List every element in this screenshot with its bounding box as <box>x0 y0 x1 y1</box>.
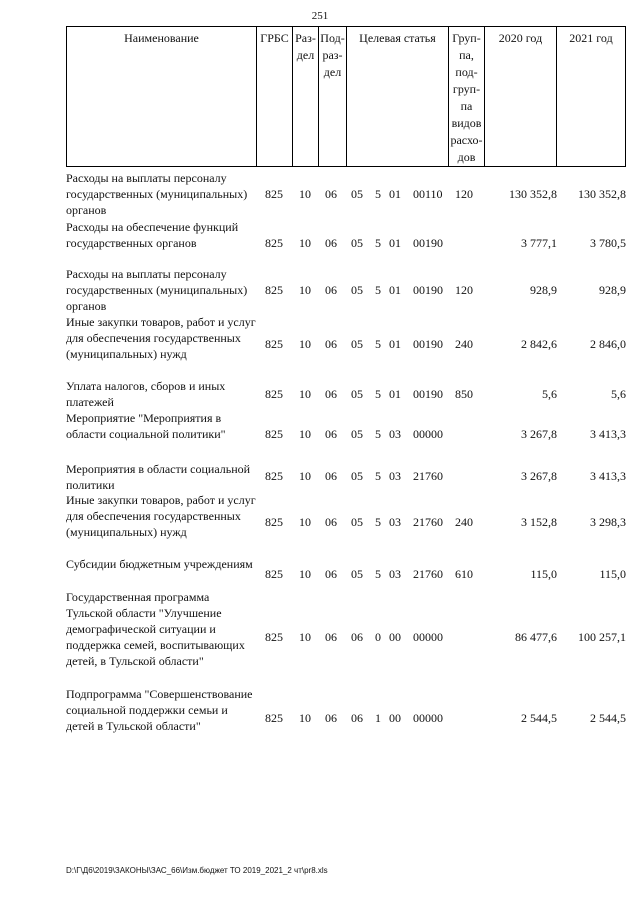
cell-2020: 130 352,8 <box>509 187 557 201</box>
cell-grbs: 825 <box>265 337 283 351</box>
cell-target-program: 05 <box>351 337 363 351</box>
cell-subsection: 06 <box>325 337 337 351</box>
cell-target-event: 00 <box>389 711 401 725</box>
cell-target-subprogram: 5 <box>375 567 381 581</box>
cell-section: 10 <box>299 236 311 250</box>
cell-target-subprogram: 5 <box>375 427 381 441</box>
cell-target-code: 00000 <box>413 427 443 441</box>
cell-section: 10 <box>299 711 311 725</box>
cell-section: 10 <box>299 567 311 581</box>
cell-target-subprogram: 0 <box>375 630 381 644</box>
file-path-footer: D:\Г\Д6\2019\ЗАКОНЫ\ЗАС_66\Изм.бюджет ТО 2019_2021_2 чт\pr8.xls <box>66 866 328 875</box>
cell-group: 120 <box>455 283 473 297</box>
cell-2021: 100 257,1 <box>578 630 626 644</box>
cell-target-program: 05 <box>351 187 363 201</box>
cell-subsection: 06 <box>325 427 337 441</box>
cell-target-code: 21760 <box>413 469 443 483</box>
cell-subsection: 06 <box>325 711 337 725</box>
cell-grbs: 825 <box>265 515 283 529</box>
cell-target-event: 03 <box>389 469 401 483</box>
row-name: Субсидии бюджетным учреждениям <box>66 557 253 571</box>
cell-target-event: 01 <box>389 387 401 401</box>
cell-2020: 3 777,1 <box>521 236 557 250</box>
cell-target-subprogram: 5 <box>375 387 381 401</box>
cell-grbs: 825 <box>265 187 283 201</box>
cell-target-program: 06 <box>351 630 363 644</box>
cell-2021: 3 413,3 <box>590 469 626 483</box>
table-header <box>66 26 626 167</box>
cell-target-subprogram: 5 <box>375 337 381 351</box>
cell-target-program: 05 <box>351 469 363 483</box>
cell-section: 10 <box>299 283 311 297</box>
cell-section: 10 <box>299 387 311 401</box>
cell-subsection: 06 <box>325 469 337 483</box>
cell-group: 610 <box>455 567 473 581</box>
header-2020: 2020 год <box>484 27 556 166</box>
row-name: Государственная программа Тульской области "Улучшение демографической ситуации и поддержка семей, воспитывающих детей, в Тульской области" <box>66 590 245 668</box>
cell-target-event: 01 <box>389 187 401 201</box>
cell-2021: 3 780,5 <box>590 236 626 250</box>
cell-subsection: 06 <box>325 283 337 297</box>
cell-target-program: 05 <box>351 427 363 441</box>
cell-target-subprogram: 1 <box>375 711 381 725</box>
cell-section: 10 <box>299 515 311 529</box>
cell-subsection: 06 <box>325 567 337 581</box>
cell-target-event: 03 <box>389 515 401 529</box>
cell-subsection: 06 <box>325 236 337 250</box>
cell-subsection: 06 <box>325 630 337 644</box>
cell-2020: 86 477,6 <box>515 630 557 644</box>
cell-target-program: 05 <box>351 283 363 297</box>
row-name: Уплата налогов, сборов и иных платежей <box>66 379 226 409</box>
header-group: Груп- па, под- груп- па видов расхо- дов <box>448 27 484 166</box>
cell-2021: 5,6 <box>611 387 626 401</box>
cell-2021: 2 544,5 <box>590 711 626 725</box>
cell-2021: 928,9 <box>599 283 626 297</box>
cell-grbs: 825 <box>265 236 283 250</box>
cell-2021: 2 846,0 <box>590 337 626 351</box>
cell-2020: 2 842,6 <box>521 337 557 351</box>
cell-target-code: 00190 <box>413 236 443 250</box>
cell-target-program: 05 <box>351 236 363 250</box>
cell-subsection: 06 <box>325 515 337 529</box>
cell-section: 10 <box>299 187 311 201</box>
cell-target-code: 00000 <box>413 711 443 725</box>
cell-target-event: 01 <box>389 283 401 297</box>
cell-target-subprogram: 5 <box>375 187 381 201</box>
cell-target-event: 03 <box>389 567 401 581</box>
cell-target-code: 00190 <box>413 337 443 351</box>
row-name: Иные закупки товаров, работ и услуг для обеспечения государственных (муниципальных) нужд <box>66 315 256 361</box>
cell-2020: 3 267,8 <box>521 469 557 483</box>
header-target: Целевая статья <box>346 27 448 166</box>
cell-group: 240 <box>455 515 473 529</box>
cell-2020: 2 544,5 <box>521 711 557 725</box>
cell-grbs: 825 <box>265 567 283 581</box>
cell-subsection: 06 <box>325 187 337 201</box>
cell-grbs: 825 <box>265 469 283 483</box>
cell-2020: 5,6 <box>542 387 557 401</box>
cell-grbs: 825 <box>265 711 283 725</box>
row-name: Расходы на выплаты персоналу государственных (муниципальных) органов <box>66 171 248 217</box>
cell-target-event: 01 <box>389 236 401 250</box>
cell-section: 10 <box>299 337 311 351</box>
row-name: Расходы на выплаты персоналу государственных (муниципальных) органов <box>66 267 248 313</box>
cell-2021: 115,0 <box>599 567 626 581</box>
cell-target-program: 05 <box>351 387 363 401</box>
cell-target-code: 21760 <box>413 567 443 581</box>
cell-grbs: 825 <box>265 283 283 297</box>
cell-target-event: 00 <box>389 630 401 644</box>
cell-target-code: 00190 <box>413 387 443 401</box>
row-name: Мероприятие "Мероприятия в области социальной политики" <box>66 411 226 441</box>
cell-group: 240 <box>455 337 473 351</box>
row-name: Мероприятия в области социальной политики <box>66 462 251 492</box>
header-section: Раз- дел <box>292 27 318 166</box>
header-name: Наименование <box>66 27 256 166</box>
row-name: Иные закупки товаров, работ и услуг для обеспечения государственных (муниципальных) нужд <box>66 493 256 539</box>
cell-target-program: 06 <box>351 711 363 725</box>
cell-group: 850 <box>455 387 473 401</box>
cell-target-subprogram: 5 <box>375 515 381 529</box>
cell-subsection: 06 <box>325 387 337 401</box>
cell-target-program: 05 <box>351 567 363 581</box>
cell-target-code: 21760 <box>413 515 443 529</box>
cell-target-subprogram: 5 <box>375 283 381 297</box>
row-name: Подпрограмма "Совершенствование социальной поддержки семьи и детей в Тульской области" <box>66 687 253 733</box>
cell-2020: 3 152,8 <box>521 515 557 529</box>
cell-section: 10 <box>299 630 311 644</box>
header-2021: 2021 год <box>556 27 626 166</box>
page-number: 251 <box>311 10 329 22</box>
cell-grbs: 825 <box>265 630 283 644</box>
cell-grbs: 825 <box>265 427 283 441</box>
cell-2021: 3 413,3 <box>590 427 626 441</box>
header-grbs: ГРБС <box>256 27 292 166</box>
cell-2021: 130 352,8 <box>578 187 626 201</box>
cell-2021: 3 298,3 <box>590 515 626 529</box>
cell-target-code: 00190 <box>413 283 443 297</box>
cell-2020: 3 267,8 <box>521 427 557 441</box>
cell-target-program: 05 <box>351 515 363 529</box>
cell-target-event: 03 <box>389 427 401 441</box>
row-name: Расходы на обеспечение функций государственных органов <box>66 220 239 250</box>
cell-section: 10 <box>299 427 311 441</box>
cell-target-event: 01 <box>389 337 401 351</box>
header-subsection: Под- раз- дел <box>318 27 346 166</box>
cell-target-code: 00000 <box>413 630 443 644</box>
cell-2020: 928,9 <box>530 283 557 297</box>
cell-2020: 115,0 <box>530 567 557 581</box>
cell-grbs: 825 <box>265 387 283 401</box>
cell-target-subprogram: 5 <box>375 469 381 483</box>
cell-section: 10 <box>299 469 311 483</box>
cell-target-subprogram: 5 <box>375 236 381 250</box>
cell-target-code: 00110 <box>413 187 443 201</box>
cell-group: 120 <box>455 187 473 201</box>
